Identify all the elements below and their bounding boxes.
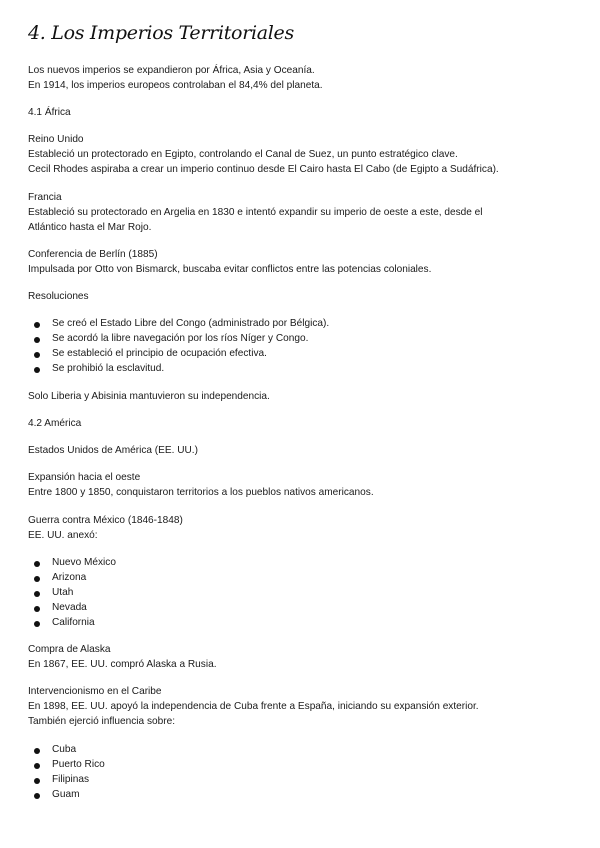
guerra-intro: EE. UU. anexó: [28,530,98,541]
list-item [34,789,574,803]
berlin-line: Impulsada por Otto von Bismarck, buscaba evitar conflictos entre las potencias coloniales. [28,264,432,275]
bullet-icon [34,367,40,373]
list-item-text: Nevada [52,602,87,613]
caribe-title: Intervencionismo en el Caribe [28,686,162,697]
francia-line-2: Atlántico hasta el Mar Rojo. [28,222,152,233]
list-item-text: Puerto Rico [52,759,105,770]
resoluciones-title: Resoluciones [28,291,89,302]
expansion-line: Entre 1800 y 1850, conquistaron territorios a los pueblos nativos americanos. [28,487,374,498]
list-item-text: Filipinas [52,774,90,785]
list-item [34,602,574,616]
list-item [34,557,574,571]
bullet-icon [34,576,40,582]
list-item-text: Utah [52,587,74,598]
list-item [34,363,574,377]
list-item [34,744,574,758]
bullet-icon [34,793,40,799]
list-item [34,333,574,347]
bullet-icon [34,621,40,627]
caribe-line-2: También ejerció influencia sobre: [28,716,175,727]
list-item [34,774,574,788]
list-item [34,348,574,362]
guerra-title: Guerra contra México (1846-1848) [28,515,183,526]
bullet-icon [34,606,40,612]
section-heading-america: 4.2 América [28,418,82,429]
reino-unido-line-1: Estableció un protectorado en Egipto, controlando el Canal de Suez, un punto estratégico clave. [28,149,458,160]
list-item-text: Arizona [52,572,87,583]
list-item-text: Se acordó la libre navegación por los ríos Níger y Congo. [52,333,309,344]
expansion-title: Expansión hacia el oeste [28,472,141,483]
list-item [34,318,574,332]
africa-closing: Solo Liberia y Abisinia mantuvieron su independencia. [28,391,270,402]
berlin-title: Conferencia de Berlín (1885) [28,249,158,260]
list-item [34,572,574,586]
list-item [34,759,574,773]
list-item-text: Guam [52,789,80,800]
list-item-text: Nuevo México [52,557,116,568]
list-item [34,587,574,601]
bullet-icon [34,778,40,784]
francia-title: Francia [28,192,62,203]
bullet-icon [34,322,40,328]
page-title: 4. Los Imperios Territoriales [28,22,294,44]
francia-line-1: Estableció su protectorado en Argelia en 1830 e intentó expandir su imperio de oeste a este, desde el [28,207,483,218]
caribe-line-1: En 1898, EE. UU. apoyó la independencia de Cuba frente a España, iniciando su expansión exterior. [28,701,479,712]
reino-unido-line-2: Cecil Rhodes aspiraba a crear un imperio continuo desde El Cairo hasta El Cabo (de Egipto a Sudáfrica). [28,164,499,175]
list-item-text: Se prohibió la esclavitud. [52,363,165,374]
alaska-title: Compra de Alaska [28,644,111,655]
bullet-icon [34,591,40,597]
reino-unido-title: Reino Unido [28,134,84,145]
list-item-text: Se estableció el principio de ocupación efectiva. [52,348,267,359]
bullet-icon [34,337,40,343]
intro-line-2: En 1914, los imperios europeos controlaban el 84,4% del planeta. [28,80,323,91]
bullet-icon [34,748,40,754]
list-item-text: Se creó el Estado Libre del Congo (administrado por Bélgica). [52,318,330,329]
list-item-text: Cuba [52,744,77,755]
list-item-text: California [52,617,95,628]
intro-line-1: Los nuevos imperios se expandieron por África, Asia y Oceanía. [28,65,315,76]
section-heading-africa: 4.1 África [28,107,71,118]
bullet-icon [34,561,40,567]
eeuu-heading: Estados Unidos de América (EE. UU.) [28,445,198,456]
bullet-icon [34,352,40,358]
alaska-line: En 1867, EE. UU. compró Alaska a Rusia. [28,659,217,670]
bullet-icon [34,763,40,769]
list-item [34,617,574,631]
